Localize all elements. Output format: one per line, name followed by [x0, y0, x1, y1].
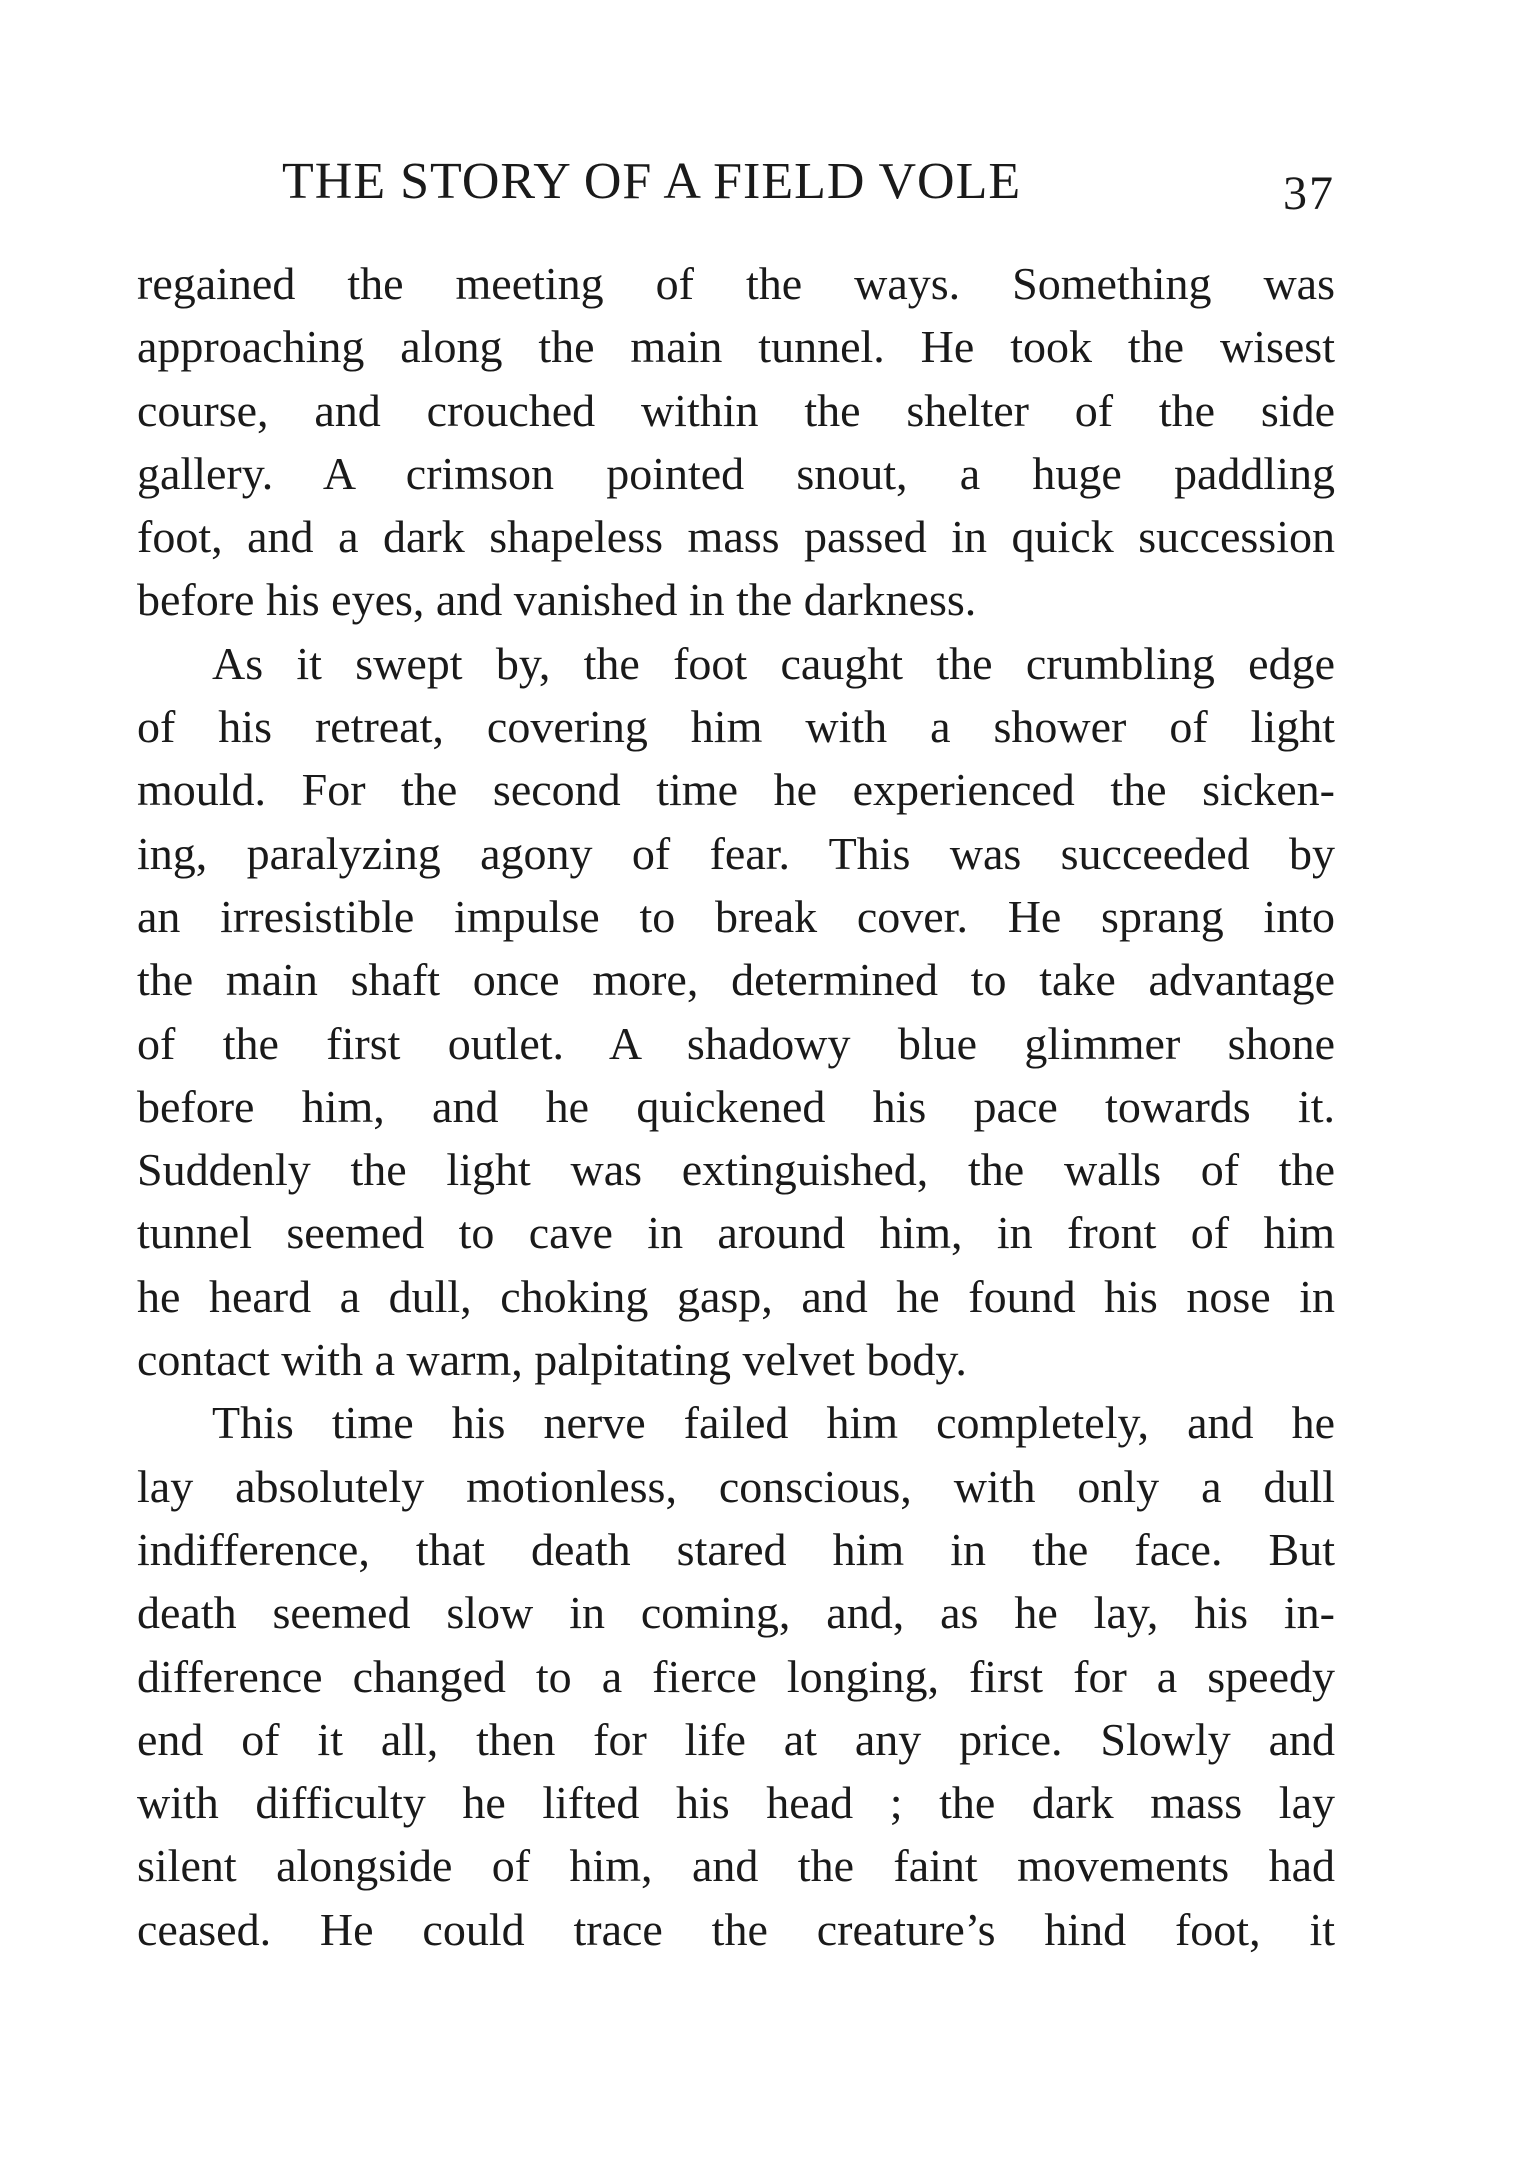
- text-line: of the first outlet. A shadowy blue glimmer shone: [137, 1017, 1335, 1069]
- paragraph-start-line: This time his nerve failed him completely, and he: [212, 1397, 1335, 1449]
- paragraph-start-line: As it swept by, the foot caught the crumbling edge: [212, 637, 1335, 689]
- text-line: end of it all, then for life at any price. Slowly and: [137, 1713, 1335, 1765]
- text-line: regained the meeting of the ways. Something was: [137, 258, 1335, 309]
- text-line: mould. For the second time he experienced the sicken-: [137, 764, 1335, 816]
- text-line: of his retreat, covering him with a shower of light: [137, 701, 1335, 753]
- text-line: course, and crouched within the shelter of the side: [137, 384, 1335, 436]
- text-line: gallery. A crimson pointed snout, a huge paddling: [137, 447, 1335, 499]
- running-title: THE STORY OF A FIELD VOLE: [282, 153, 1022, 210]
- text-line: the main shaft once more, determined to take advantage: [137, 954, 1335, 1006]
- text-line: silent alongside of him, and the faint movements had: [137, 1840, 1335, 1892]
- text-line: an irresistible impulse to break cover. He sprang into: [137, 890, 1335, 942]
- text-line: ing, paralyzing agony of fear. This was succeeded by: [137, 827, 1335, 879]
- text-line: before his eyes, and vanished in the darkness.: [137, 574, 977, 626]
- text-line: approaching along the main tunnel. He took the wisest: [137, 321, 1335, 373]
- text-line: tunnel seemed to cave in around him, in front of him: [137, 1207, 1335, 1259]
- body-text: [137, 252, 1335, 1961]
- text-line: he heard a dull, choking gasp, and he found his nose in: [137, 1270, 1335, 1322]
- text-line: lay absolutely motionless, conscious, with only a dull: [137, 1460, 1335, 1512]
- running-head: [137, 152, 1335, 222]
- page-number: 37: [1283, 167, 1335, 220]
- text-line: with difficulty he lifted his head ; the dark mass lay: [137, 1777, 1335, 1829]
- text-line: foot, and a dark shapeless mass passed in quick succession: [137, 511, 1335, 563]
- text-line: Suddenly the light was extinguished, the walls of the: [137, 1144, 1335, 1196]
- text-line: contact with a warm, palpitating velvet body.: [137, 1334, 967, 1386]
- text-line: before him, and he quickened his pace towards it.: [137, 1080, 1335, 1132]
- text-line: indifference, that death stared him in the face. But: [137, 1523, 1335, 1575]
- text-line: difference changed to a fierce longing, first for a speedy: [137, 1650, 1335, 1702]
- text-line: death seemed slow in coming, and, as he lay, his in-: [137, 1587, 1335, 1639]
- text-line: ceased. He could trace the creature’s hind foot, it: [137, 1903, 1335, 1955]
